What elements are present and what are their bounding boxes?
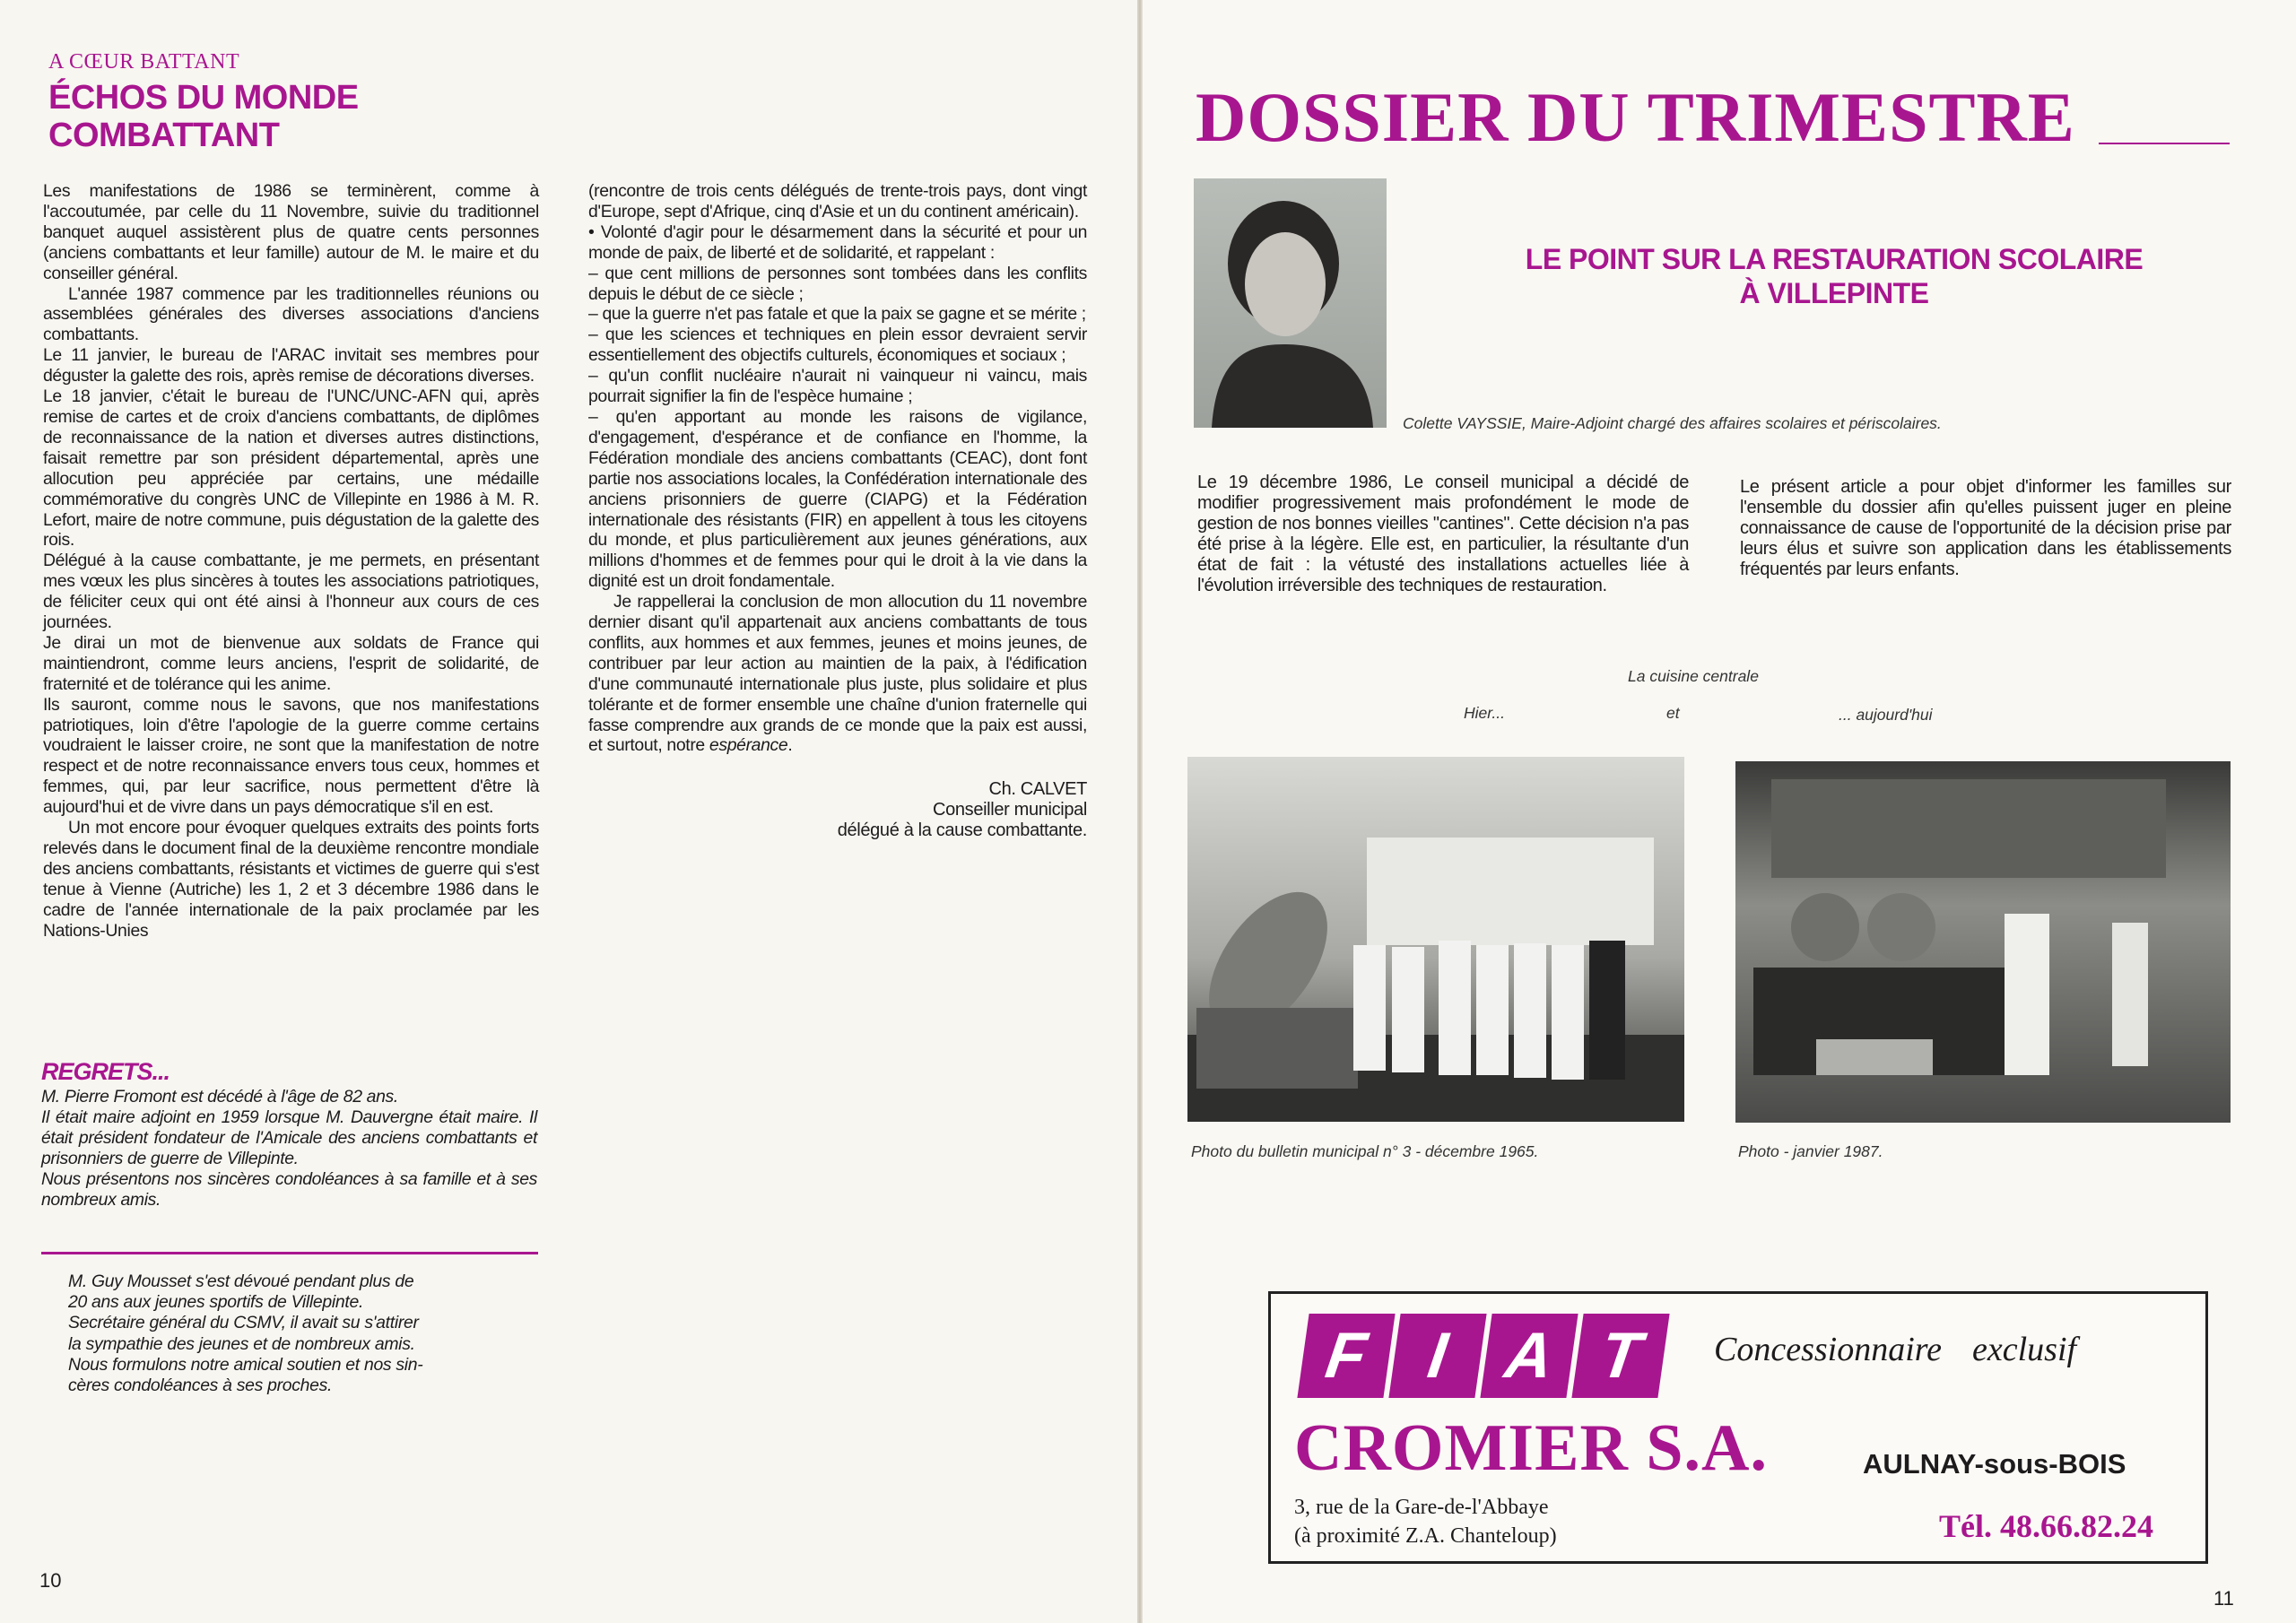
- emphasis: espérance: [709, 735, 788, 756]
- paragraph: – qu'un conflit nucléaire n'aurait ni vainqueur ni vaincu, mais pourrait signifier la fin de l'espèce humaine ;: [588, 366, 1087, 407]
- ad-phone: Tél. 48.66.82.24: [1939, 1508, 2153, 1544]
- paragraph: Je dirai un mot de bienvenue aux soldats de France qui maintiendront, comme leurs anciens, l'esprit de solidarité, de fraternité et de tolérance qui les anime.: [43, 632, 539, 694]
- portrait-photo: [1194, 178, 1387, 428]
- photo-1987-caption: Photo - janvier 1987.: [1738, 1142, 1883, 1160]
- logo-letter: A: [1480, 1314, 1578, 1398]
- subtitle-line: LE POINT SUR LA RESTAURATION SCOLAIRE: [1525, 243, 2144, 275]
- ad-tagline: [1714, 1330, 2076, 1369]
- paragraph: – que la guerre n'et pas fatale et que la paix se gagne et se mérite ;: [588, 304, 1086, 325]
- aujourdhui-label: ... aujourd'hui: [1839, 706, 1933, 724]
- section-title-line: COMBATTANT: [48, 117, 280, 154]
- signature-name: Ch. CALVET: [988, 779, 1087, 800]
- notice-line: cères condoléances à ses proches.: [68, 1376, 333, 1396]
- paragraph: Le 11 janvier, le bureau de l'ARAC invitait ses membres pour déguster la galette des rois, après remise de décorations diverses.: [43, 345, 539, 386]
- logo-letter: F: [1297, 1314, 1395, 1398]
- paragraph: M. Pierre Fromont est décédé à l'âge de 82 ans.: [41, 1087, 398, 1107]
- tagline-word: exclusif: [1972, 1331, 2077, 1368]
- et-label: et: [1666, 704, 1680, 722]
- paragraph: (rencontre de trois cents délégués de trente-trois pays, dont vingt d'Europe, sept d'Afrique, cinq d'Asie et un du continent américain).: [588, 181, 1087, 221]
- paragraph: Je rappellerai la conclusion de mon allocution du 11 novembre dernier disant qu'il appartenait aux anciens combattants de tous conflits, aux hommes et aux femmes, jeunes et moins jeunes, de contribuer par leur action au maintien de la paix, à l'édification d'une communauté internationale plus juste, plus solidaire et plus tolérante et de former ensemble une chaîne d'union fraternelle qui fasse comprendre aux grands de ce monde que la paix est aussi, et surtout, notre espérance.: [588, 592, 1087, 756]
- paragraph: • Volonté d'agir pour le désarmement dans la sécurité et pour un monde de paix, de liberté et de solidarité, et rappelant :: [588, 221, 1087, 263]
- tagline-word: Concessionnaire: [1714, 1331, 1943, 1368]
- paragraph: L'année 1987 commence par les traditionnelles réunions ou assemblées générales des diverses associations d'anciens combattants.: [43, 283, 539, 345]
- paragraph: Nous présentons nos sincères condoléances à sa famille et à ses nombreux amis.: [41, 1169, 537, 1210]
- notice-line: 20 ans aux jeunes sportifs de Villepinte.: [68, 1292, 364, 1313]
- intro-column-2: Le présent article a pour objet d'informer les familles sur l'ensemble du dossier afin qu'elles puissent juger en pleine connaissance de cause de l'opportunité de la décision prise par leurs élus et suivre son application dans les établissements fréquentés par leurs enfants.: [1740, 477, 2231, 579]
- notice-line: Secrétaire général du CSMV, il avait su s'attirer: [68, 1313, 419, 1333]
- notice-line: Nous formulons notre amical soutien et nos sin-: [68, 1354, 423, 1375]
- paragraph: Délégué à la cause combattante, je me permets, en présentant mes vœux les plus sincères à toutes les associations patriotiques, de féliciter ceux qui ont été ainsi à l'honneur aux cours de ces journées.: [43, 551, 539, 633]
- ad-company: CROMIER S.A.: [1294, 1411, 1768, 1485]
- hier-label: Hier...: [1464, 704, 1506, 722]
- page-number: 10: [39, 1569, 62, 1592]
- paragraph: – qu'en apportant au monde les raisons de vigilance, d'engagement, d'espérance et de confiance en l'homme, la Fédération mondiale des anciens combattants (CEAC), dont font partie nos associations locales, la Confédération internationale des anciens prisonniers de guerre (CIAPG) et la Fédération internationale des résistants (FIR) en appellent à tous les citoyens du monde, et plus particulièrement aux jeunes générations, aux millions d'hommes et de femmes pour qui le droit à la vie dans la dignité est un droit fondamentale.: [588, 406, 1087, 592]
- kitchen-photo-1987: [1735, 761, 2231, 1123]
- notice-line: M. Guy Mousset s'est dévoué pendant plus de: [68, 1271, 414, 1291]
- article-subtitle: [1453, 242, 2215, 310]
- notice-line: la sympathie des jeunes et de nombreux amis.: [68, 1333, 415, 1354]
- logo-letter: I: [1388, 1314, 1486, 1398]
- portrait-image: [1194, 178, 1387, 428]
- paragraph: Le 18 janvier, c'était le bureau de l'UNC/UNC-AFN qui, après remise de cartes et de croix d'anciens combattants, de diplômes de reconnaissance de la nation et diverses autres distinctions, faisait remettre par son président départemental, après une allocution peu appréciée par certains, une médaille commémorative du congrès UNC de Villepinte en 1986 à M. R. Lefort, maire de notre commune, puis dégustation de la galette des rois.: [43, 386, 539, 551]
- ad-address: [1294, 1493, 1557, 1550]
- ad-city: AULNAY-sous-BOIS: [1863, 1448, 2126, 1480]
- page-number: 11: [2213, 1587, 2234, 1610]
- address-line: 3, rue de la Gare-de-l'Abbaye: [1294, 1496, 1549, 1519]
- fiat-advertisement[interactable]: [1268, 1291, 2208, 1564]
- title-rule: [2099, 143, 2230, 144]
- photo-1965-caption: Photo du bulletin municipal n° 3 - décembre 1965.: [1191, 1142, 1539, 1160]
- paragraph: Les manifestations de 1986 se terminèrent, comme à l'accoutumée, par celle du 11 Novembre, suivie du traditionnel banquet auquel assistèrent plus de quatre cents personnes (anciens combattants et leur famille) autour de M. le maire et du conseiller général.: [43, 181, 539, 283]
- paragraph: Ils sauront, comme nous le savons, que nos manifestations patriotiques, loin d'être l'apologie de la guerre comme certains voudraient le laisser croire, ne sont que la manifestation de notre respect et de notre reconnaissance envers tous ceux, hommes et femmes, qui, par leur sacrifice, nous permettent d'être là aujourd'hui et de vivre dans un pays démocratique s'il en est.: [43, 694, 539, 818]
- kitchen-1987-image: [1735, 761, 2231, 1123]
- section-title-line: ÉCHOS DU MONDE: [48, 79, 359, 117]
- intro-column-1: Le 19 décembre 1986, Le conseil municipal a décidé de modifier progressivement mais profondément le mode de gestion de nos bonnes vieilles "cantines". Cette décision n'a pas été prise à la légère. Elle est, en particulier, la résultante d'un état de fait : la vétusté des installations actuelles liée à l'évolution irréversible des techniques de restauration.: [1197, 473, 1689, 595]
- address-line: (à proximité Z.A. Chanteloup): [1294, 1524, 1557, 1548]
- paragraph: – que cent millions de personnes sont tombées dans les conflits depuis le début de ce siècle ;: [588, 263, 1087, 304]
- subtitle-line: À VILLEPINTE: [1739, 277, 1929, 309]
- paragraph: – que les sciences et techniques en plein essor devraient servir essentiellement des objectifs culturels, économiques et sociaux ;: [588, 325, 1087, 366]
- logo-letter: T: [1571, 1314, 1669, 1398]
- section-kicker: A CŒUR BATTANT: [48, 50, 240, 74]
- signature-role: délégué à la cause combattante.: [837, 820, 1087, 841]
- regrets-heading: REGRETS...: [41, 1058, 170, 1085]
- kitchen-label: La cuisine centrale: [1628, 667, 1759, 685]
- portrait-caption: Colette VAYSSIE, Maire-Adjoint chargé des affaires scolaires et périscolaires.: [1403, 414, 1942, 432]
- kitchen-1965-image: [1187, 757, 1684, 1122]
- signature-role: Conseiller municipal: [933, 800, 1087, 820]
- fiat-logo: [1297, 1314, 1669, 1398]
- paragraph: Il était maire adjoint en 1959 lorsque M. Dauvergne était maire. Il était président fondateur de l'Amicale des anciens combattants et prisonniers de guerre de Villepinte.: [41, 1107, 537, 1168]
- page-title: DOSSIER DU TRIMESTRE: [1196, 78, 2075, 156]
- kitchen-photo-1965: [1187, 757, 1684, 1122]
- paragraph-text: Je rappellerai la conclusion de mon allocution du 11 novembre dernier disant qu'il appartenait aux anciens combattants de tous conflits, aux hommes et aux femmes, jeunes et moins jeunes, de contribuer par leur action au maintien de la paix, à l'édification d'une communauté internationale plus juste, plus solidaire et plus tolérante et de former ensemble une chaîne d'union fraternelle qui fasse comprendre aux grands de ce monde que la paix est aussi, et surtout, notre: [588, 592, 1087, 756]
- paragraph: Un mot encore pour évoquer quelques extraits des points forts relevés dans le document final de la deuxième rencontre mondiale des anciens combattants, résistants et victimes de guerre qui s'est tenue à Vienne (Autriche) les 1, 2 et 3 décembre 1986 dans le cadre de l'année internationale de la paix proclamée par les Nations-Unies: [43, 818, 539, 941]
